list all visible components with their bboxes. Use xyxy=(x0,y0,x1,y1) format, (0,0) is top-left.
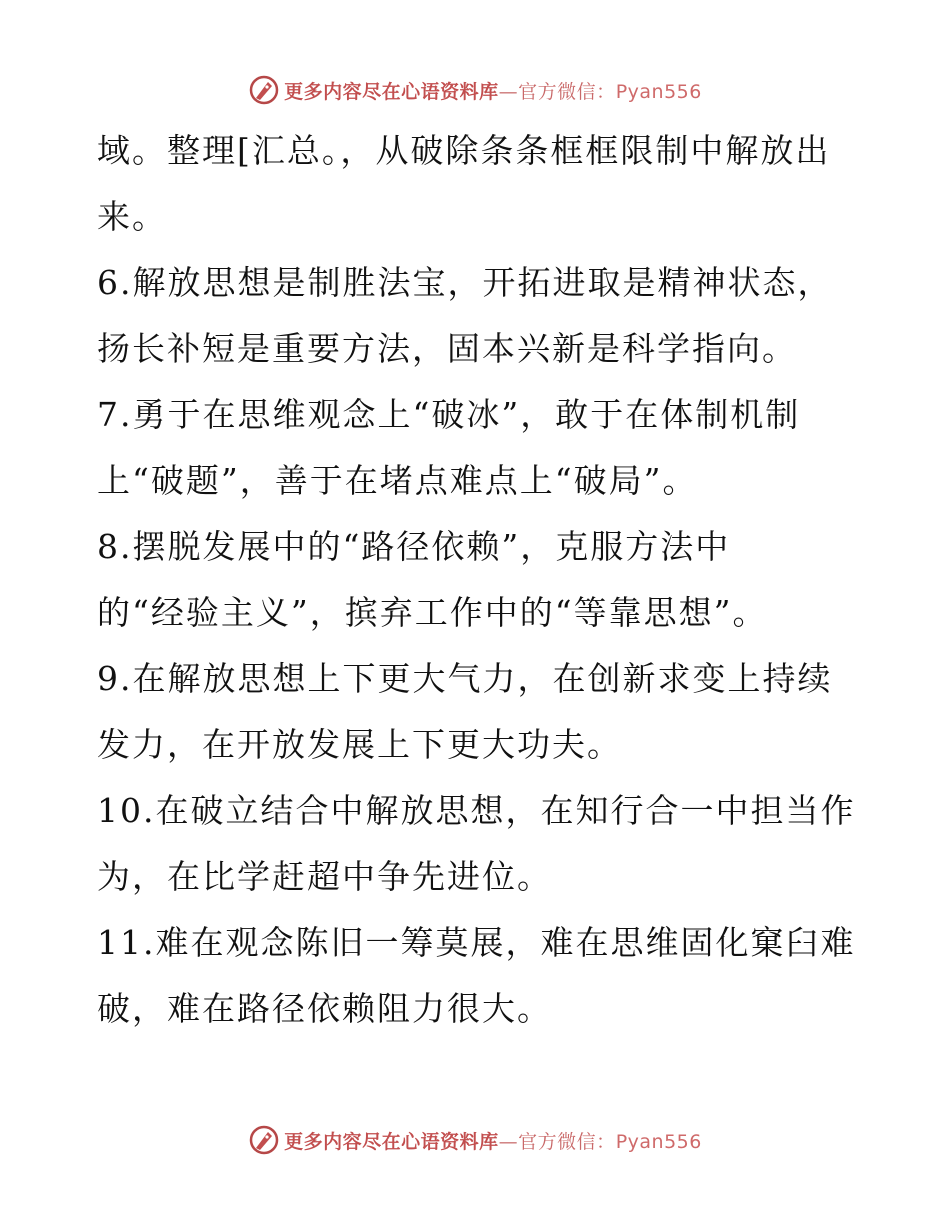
header-watermark xyxy=(0,70,950,110)
paragraph-7 xyxy=(97,910,857,1042)
paragraph-3-line-2: 上“破题”，善于在堵点难点上“破局”。 xyxy=(97,461,698,500)
paragraph-7-line-1: 11.难在观念陈旧一筹莫展，难在思维固化窠臼难 xyxy=(97,923,856,962)
pen-nib-logo-icon xyxy=(248,1124,280,1156)
footer-brand: 更多内容尽在心语资料库 xyxy=(284,1130,499,1153)
paragraph-4-line-2: 的“经验主义”，摈弃工作中的“等靠思想”。 xyxy=(97,593,768,632)
footer-separator: — xyxy=(498,1130,519,1153)
paragraph-4 xyxy=(97,514,857,646)
paragraph-4-line-1: 8.摆脱发展中的“路径依赖”，克服方法中 xyxy=(97,527,731,566)
pen-nib-logo-icon xyxy=(248,74,280,106)
paragraph-3 xyxy=(97,382,857,514)
paragraph-6-line-1: 10.在破立结合中解放思想，在知行合一中担当作 xyxy=(97,791,856,830)
paragraph-5 xyxy=(97,646,857,778)
paragraph-2 xyxy=(97,250,857,382)
paragraph-7-line-2: 破，难在路径依赖阻力很大。 xyxy=(97,989,552,1028)
footer-label: 官方微信： xyxy=(518,1130,616,1153)
header-id: Pyan556 xyxy=(615,80,702,103)
paragraph-3-line-1: 7.勇于在思维观念上“破冰”，敢于在体制机制 xyxy=(97,395,801,434)
paragraph-1-line-2: 来。 xyxy=(97,197,167,236)
paragraph-1-line-1: 域。整理[汇总。，从破除条条框框限制中解放出 xyxy=(97,131,831,170)
footer-id: Pyan556 xyxy=(615,1130,702,1153)
paragraph-6 xyxy=(97,778,857,910)
header-separator: — xyxy=(498,80,519,103)
footer-watermark xyxy=(0,1120,950,1160)
header-label: 官方微信： xyxy=(518,80,616,103)
footer-watermark-text xyxy=(284,1127,702,1154)
document-body xyxy=(97,118,857,1042)
paragraph-2-line-1: 6.解放思想是制胜法宝，开拓进取是精神状态， xyxy=(97,263,833,302)
paragraph-5-line-1: 9.在解放思想上下更大气力，在创新求变上持续 xyxy=(97,659,833,698)
paragraph-2-line-2: 扬长补短是重要方法，固本兴新是科学指向。 xyxy=(97,329,797,368)
header-watermark-text xyxy=(284,77,702,104)
paragraph-6-line-2: 为，在比学赶超中争先进位。 xyxy=(97,857,552,896)
header-brand: 更多内容尽在心语资料库 xyxy=(284,80,499,103)
paragraph-1 xyxy=(97,118,857,250)
paragraph-5-line-2: 发力，在开放发展上下更大功夫。 xyxy=(97,725,622,764)
